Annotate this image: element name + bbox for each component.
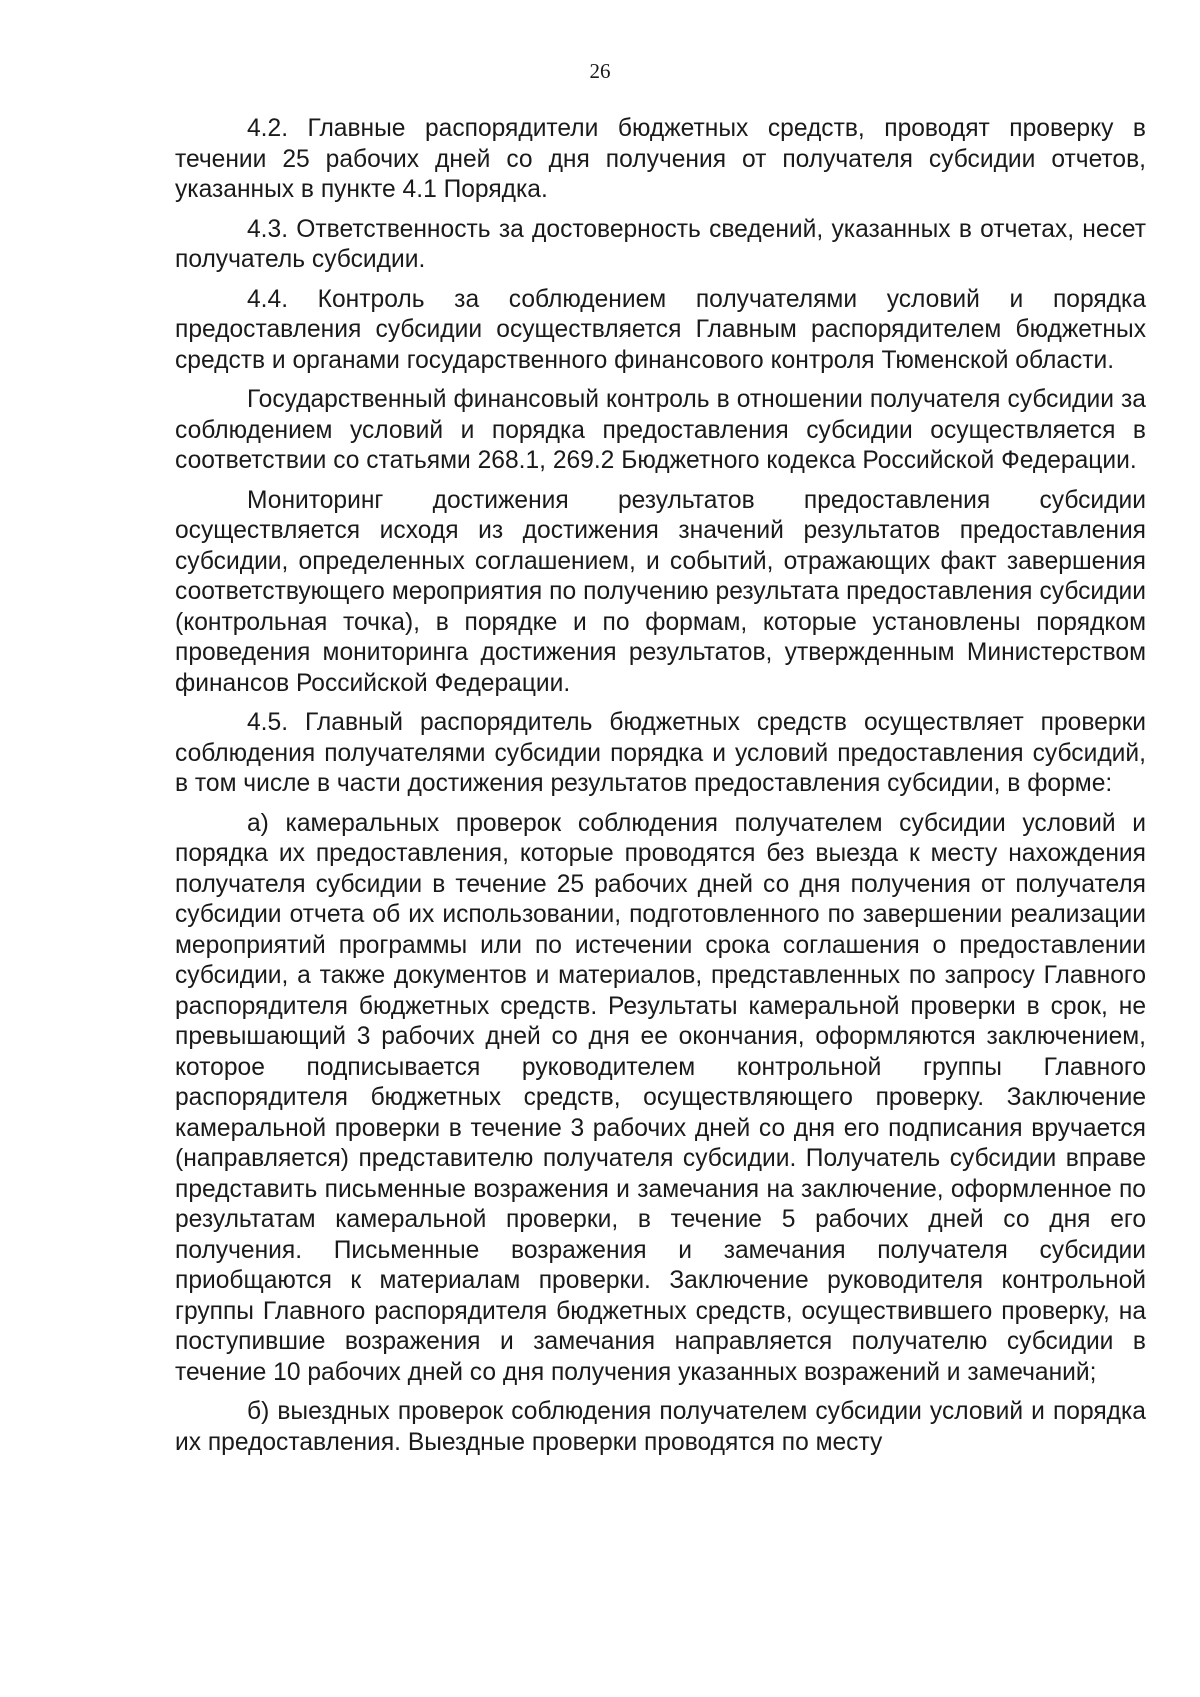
paragraph-4-3: 4.3. Ответственность за достоверность сведений, указанных в отчетах, несет получатель субсидии. [175,215,1146,273]
paragraph-4-2: 4.2. Главные распорядители бюджетных средств, проводят проверку в течении 25 рабочих дней со дня получения от получателя субсидии отчетов, указанных в пункте 4.1 Порядка. [175,115,1146,203]
page-number: 26 [589,59,611,83]
document-body [175,114,1146,1458]
paragraph-state-financial-control: Государственный финансовый контроль в отношении получателя субсидии за соблюдением условий и порядка предоставления субсидии осуществляется в соответствии со статьями 268.1, 269.2 Бюджетного кодекса Российской Федерации. [175,386,1146,474]
paragraph-desk-audits: а) камеральных проверок соблюдения получателем субсидии условий и порядка их предоставления, которые проводятся без выезда к месту нахождения получателя субсидии в течение 25 рабочих дней со дня получения от получателя субсидии отчета об их использовании, подготовленного по завершении реализации мероприятий программы или по истечении срока соглашения о предоставлении субсидии, а также документов и материалов, представленных по запросу Главного распорядителя бюджетных средств. Результаты камеральной проверки в срок, не превышающий 3 рабочих дней со дня ее окончания, оформляются заключением, которое подписывается руководителем контрольной группы Главного распорядителя бюджетных средств, осуществляющего проверку. Заключение камеральной проверки в течение 3 рабочих дней со дня его подписания вручается (направляется) представителю получателя субсидии. Получатель субсидии вправе представить письменные возражения и замечания на заключение, оформленное по результатам камеральной проверки, в течение 5 рабочих дней со дня его получения. Письменные возражения и замечания получателя субсидии приобщаются к материалам проверки. Заключение руководителя контрольной группы Главного распорядителя бюджетных средств, осуществившего проверку, на поступившие возражения и замечания направляется получателю субсидии в течение 10 рабочих дней со дня получения указанных возражений и замечаний; [175,809,1146,1386]
paragraph-field-audits: б) выездных проверок соблюдения получателем субсидии условий и порядка их предоставления. Выездные проверки проводятся по месту [175,1398,1146,1456]
paragraph-4-4: 4.4. Контроль за соблюдением получателями условий и порядка предоставления субсидии осуществляется Главным распорядителем бюджетных средств и органами государственного финансового контроля Тюменской области. [175,285,1146,374]
paragraph-4-5: 4.5. Главный распорядитель бюджетных средств осуществляет проверки соблюдения получателями субсидии порядка и условий предоставления субсидий, в том числе в части достижения результатов предоставления субсидии, в форме: [175,709,1146,797]
paragraph-monitoring: Мониторинг достижения результатов предоставления субсидии осуществляется исходя из достижения значений результатов предоставления субсидии, определенных соглашением, и событий, отражающих факт завершения соответствующего мероприятия по получению результата предоставления субсидии (контрольная точка), в порядке и по формам, которые установлены порядком проведения мониторинга достижения результатов, утвержденным Министерством финансов Российской Федерации. [175,486,1146,697]
